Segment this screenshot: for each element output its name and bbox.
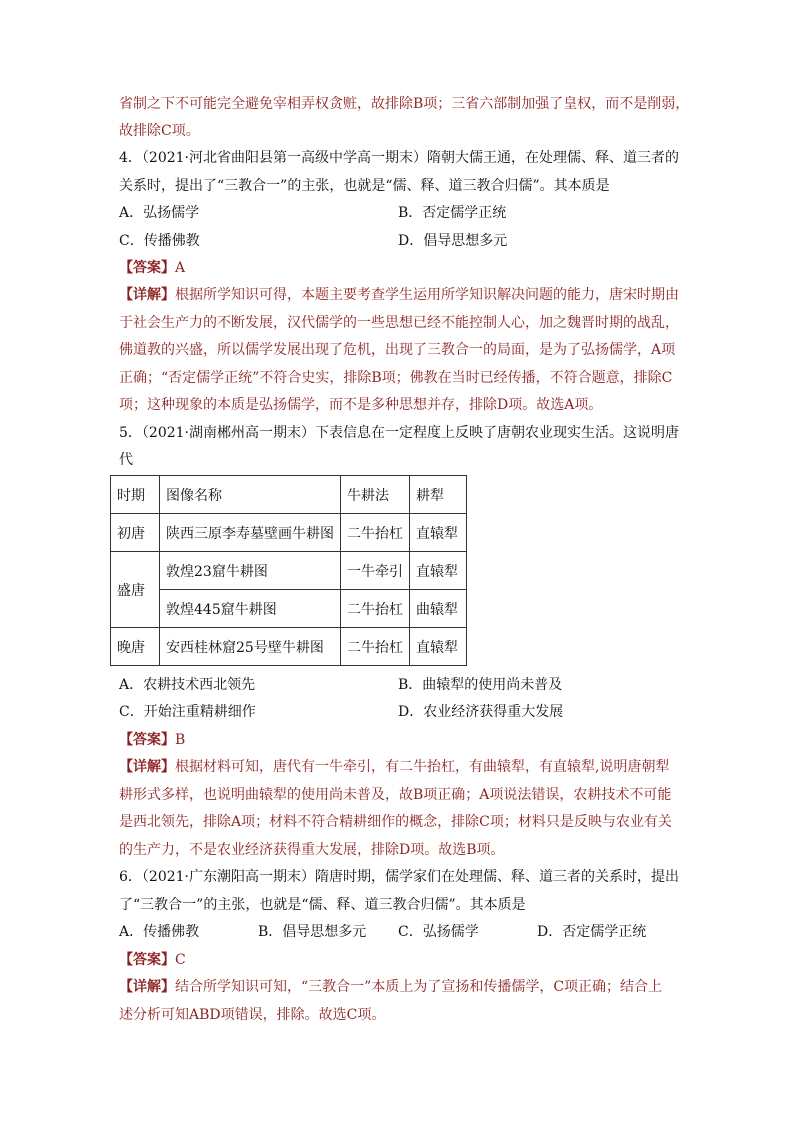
q4-option-b: B．否定儒学正统: [398, 205, 507, 221]
table-row: [111, 590, 467, 628]
carryover-line-2: 故排除C项。: [119, 123, 200, 139]
period-cell: 晚唐: [111, 628, 160, 666]
table-cell: 敦煌445窟牛耕图: [160, 590, 341, 628]
q5-answer-value: B: [175, 732, 186, 748]
table-row: [111, 628, 467, 666]
q6-explain-line-2: 述分析可知ABD项错误，排除。故选C项。: [119, 1007, 386, 1023]
q6-option-c: C．弘扬儒学: [398, 924, 479, 940]
header-cell: 图像名称: [160, 476, 341, 514]
q5-option-b: B．曲辕犁的使用尚未普及: [398, 677, 563, 693]
q6-answer-value: C: [175, 952, 186, 968]
q4-explain-line-5: 项；这种现象的本质是弘扬儒学，而不是多种思想并存，排除D项。故选A项。: [119, 397, 603, 413]
table-row: [111, 552, 467, 590]
table-cell: 安西桂林窟25号壁牛耕图: [160, 628, 341, 666]
q4-explain-tag: 【详解】: [119, 287, 175, 303]
q4-option-a: A．弘扬儒学: [119, 205, 200, 221]
q4-option-c: C．传播佛教: [119, 233, 200, 249]
q6-option-d: D．否定儒学正统: [537, 924, 647, 940]
table-row: [111, 514, 467, 552]
table-header-row: [111, 476, 467, 514]
q4-answer-tag: 【答案】: [119, 260, 175, 276]
q6-explain-line-1: 【详解】结合所学知识可知，“三教合一”本质上为了宣扬和传播儒学，C项正确；结合上: [119, 979, 663, 995]
q6-stem-line-2: 了“三教合一”的主张，也就是“儒、释、道三教合归儒”。其本质是: [119, 897, 526, 913]
q5-explain-line-2: 耕形式多样，也说明曲辕犁的使用尚未普及，故B项正确；A项说法错误，农耕技术不可能: [119, 787, 672, 803]
q5-explain-line-3: 是西北领先，排除A项；材料不符合精耕细作的概念，排除C项；材料只是反映与农业有关: [119, 814, 672, 830]
q6-stem-line-1: 6．（2021·广东潮阳高一期末）隋唐时期，儒学家们在处理儒、释、道三者的关系时，提出: [119, 869, 679, 885]
q6-option-a: A．传播佛教: [119, 924, 200, 940]
q4-explain-line-3: 佛道教的兴盛，所以儒学发展出现了危机，出现了三教合一的局面，是为了弘扬儒学，A项: [119, 342, 676, 358]
table-cell: 陕西三原李寿墓壁画牛耕图: [160, 514, 341, 552]
table-cell: 二牛抬杠: [341, 514, 410, 552]
q5-explain-line-4: 的生产力，不是农业经济获得重大发展，排除D项。故选B项。: [119, 842, 505, 858]
q4-explain-line-1: 【详解】根据所学知识可得，本题主要考查学生运用所学知识解决问题的能力，唐宋时期由: [119, 287, 679, 303]
q6-explain-tag: 【详解】: [119, 979, 175, 995]
q4-stem-line-2: 关系时，提出了“三教合一”的主张，也就是“儒、释、道三教合归儒”。其本质是: [119, 178, 610, 194]
q6-option-b: B．倡导思想多元: [258, 924, 367, 940]
q6-answer-tag: 【答案】: [119, 952, 175, 968]
table-cell: 曲辕犁: [410, 590, 467, 628]
q5-stem-line-2: 代: [119, 452, 133, 468]
q4-answer: [119, 258, 185, 278]
q5-option-a: A．农耕技术西北领先: [119, 677, 256, 693]
period-cell: 初唐: [111, 514, 160, 552]
carryover-line-1: 省制之下不可能完全避免宰相弄权贪赃，故排除B项；三省六部制加强了皇权，而不是削弱，: [119, 96, 690, 112]
table-cell: 直辕犁: [410, 552, 467, 590]
agriculture-table: [110, 475, 467, 666]
q5-explain-line-1: 【详解】根据材料可知，唐代有一牛牵引，有二牛抬杠，有曲辕犁，有直辕犁,说明唐朝犁: [119, 759, 670, 775]
q5-answer-tag: 【答案】: [119, 732, 175, 748]
q4-stem-line-1: 4．（2021·河北省曲阳县第一高级中学高一期末）隋朝大儒王通，在处理儒、释、道三者的: [119, 150, 679, 166]
period-cell: 盛唐: [111, 552, 160, 628]
header-cell: 时期: [111, 476, 160, 514]
q5-option-c: C．开始注重精耕细作: [119, 704, 256, 720]
header-cell: 牛耕法: [341, 476, 410, 514]
table-cell: 二牛抬杠: [341, 628, 410, 666]
q4-explain-line-4: 正确；“否定儒学正统”不符合史实，排除B项；佛教在当时已经传播，不符合题意，排除C: [119, 370, 673, 386]
q5-explain-tag: 【详解】: [119, 759, 175, 775]
q4-option-d: D．倡导思想多元: [398, 233, 508, 249]
table-cell: 直辕犁: [410, 628, 467, 666]
table-cell: 一牛牵引: [341, 552, 410, 590]
q4-explain-line-2: 于社会生产力的不断发展，汉代儒学的一些思想已经不能控制人心，加之魏晋时期的战乱，: [119, 315, 679, 331]
q4-answer-value: A: [175, 260, 186, 276]
q5-stem-line-1: 5．（2021·湖南郴州高一期末）下表信息在一定程度上反映了唐朝农业现实生活。这说明唐: [119, 425, 679, 441]
q5-answer: [119, 730, 185, 750]
table-cell: 直辕犁: [410, 514, 467, 552]
table-cell: 敦煌23窟牛耕图: [160, 552, 341, 590]
q5-option-d: D．农业经济获得重大发展: [398, 704, 564, 720]
table-cell: 二牛抬杠: [341, 590, 410, 628]
header-cell: 耕犁: [410, 476, 467, 514]
q6-answer: [119, 950, 186, 970]
